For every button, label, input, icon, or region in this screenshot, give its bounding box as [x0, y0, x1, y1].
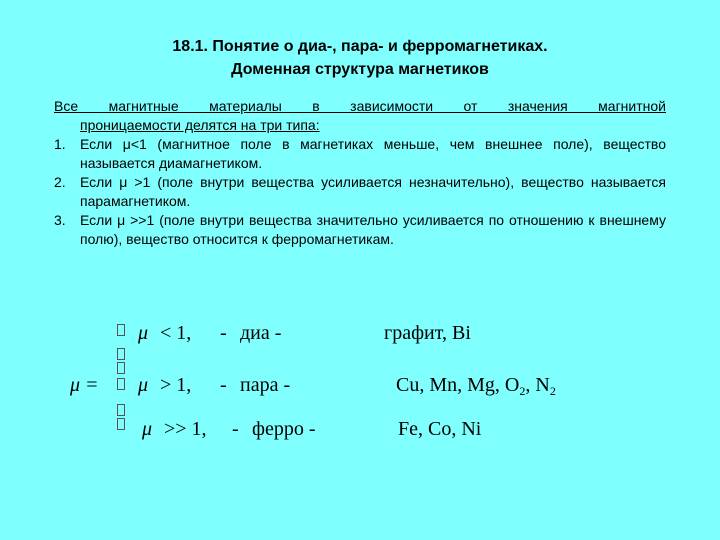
list-item — [54, 135, 666, 173]
list-item-number: 2. — [54, 174, 66, 190]
formula-examples: Fe, Co, Ni — [398, 418, 482, 440]
formula-relation: > 1, — [160, 374, 192, 396]
formula-dash: - — [220, 374, 227, 396]
list-item — [54, 173, 666, 211]
list-item-number: 1. — [54, 136, 66, 152]
formula-type-name: пара - — [240, 374, 291, 396]
formula-relation: < 1, — [160, 322, 192, 344]
brace-glyph — [117, 348, 125, 360]
list-item-text: Если μ<1 (магнитное поле в магнетиках меньше, чем внешнее поле), вещество называется диамагнетиком. — [80, 136, 666, 171]
brace-glyph — [117, 404, 125, 416]
formula-type-name: ферро - — [252, 418, 316, 440]
formula-type-name: диа - — [240, 322, 282, 344]
material-types-list — [54, 135, 666, 249]
formula-examples: Cu, Mn, Mg, $O_2$, $N_2$ — [396, 374, 556, 398]
list-item-text: Если μ >1 (поле внутри вещества усиливается незначительно), вещество называется парамагнетиком. — [80, 174, 666, 209]
formula-lhs: μ = — [70, 374, 99, 396]
slide-title — [60, 35, 660, 81]
formula-mu: μ — [138, 322, 149, 344]
list-item-text: Если μ >>1 (поле внутри вещества значительно усиливается по отношению к внешнему полю), вещество относится к ферромагнетикам. — [80, 212, 666, 247]
formula-mu: μ — [138, 374, 149, 396]
list-item — [54, 211, 666, 249]
formula-row-para — [60, 372, 660, 398]
formula-dash: - — [232, 418, 239, 440]
intro-line-2: проницаемости делятся на три типа: — [80, 117, 320, 133]
body-text — [54, 97, 666, 249]
list-item-number: 3. — [54, 212, 66, 228]
formula-row-ferro — [60, 416, 660, 442]
formula-dash: - — [220, 322, 227, 344]
mu-classification-formula — [60, 318, 660, 458]
formula-relation: >> 1, — [164, 418, 207, 440]
formula-mu: μ — [142, 418, 153, 440]
formula-examples: графит, Bi — [384, 322, 471, 344]
title-line-1: 18.1. Понятие о диа-, пара- и ферромагнетиках. — [172, 38, 548, 55]
formula-row-dia — [60, 320, 660, 346]
intro-line-1: Все магнитные материалы в зависимости от значения магнитной — [54, 98, 666, 114]
title-line-2: Доменная структура магнетиков — [231, 61, 489, 78]
